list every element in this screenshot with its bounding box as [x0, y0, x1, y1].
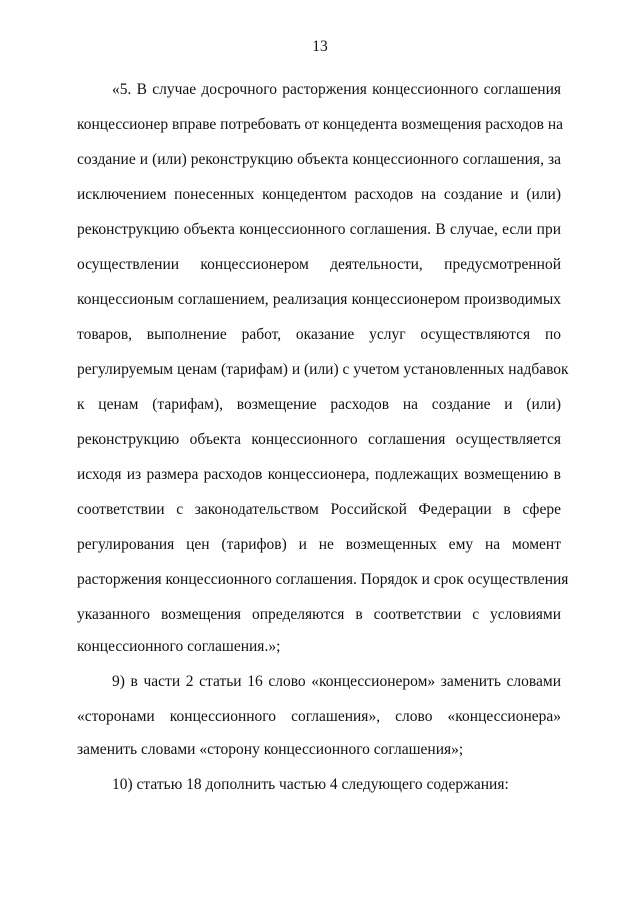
text-line: регулирования цен (тарифов) и не возмещенных ему на момент — [77, 536, 561, 553]
text-line: реконструкцию объекта концессионного соглашения осуществляется — [77, 431, 561, 448]
text-line: соответствии с законодательством Российской Федерации в сфере — [77, 501, 561, 518]
text-line: указанного возмещения определяются в соответствии с условиями — [77, 606, 561, 623]
text-line: заменить словами «сторону концессионного соглашения»; — [77, 741, 464, 758]
text-line: исключением понесенных концедентом расходов на создание и (или) — [77, 186, 561, 203]
text-line: товаров, выполнение работ, оказание услуг осуществляются по — [77, 326, 561, 343]
text-line: концессионного соглашения.»; — [77, 638, 281, 655]
text-line: 9) в части 2 статьи 16 слово «концессионером» заменить словами — [112, 673, 561, 690]
text-line: осуществлении концессионером деятельности, предусмотренной — [77, 256, 561, 273]
text-line: расторжения концессионного соглашения. Порядок и срок осуществления — [77, 571, 569, 588]
text-line: «сторонами концессионного соглашения», слово «концессионера» — [77, 708, 561, 725]
text-line: регулируемым ценам (тарифам) и (или) с учетом установленных надбавок — [77, 361, 569, 378]
text-line: исходя из размера расходов концессионера, подлежащих возмещению в — [77, 466, 561, 483]
text-line: концессионым соглашением, реализация концессионером производимых — [77, 291, 561, 308]
page-number: 13 — [312, 38, 328, 55]
text-line: к ценам (тарифам), возмещение расходов на создание и (или) — [77, 396, 561, 413]
text-line: 10) статью 18 дополнить частью 4 следующего содержания: — [112, 776, 509, 793]
text-line: создание и (или) реконструкцию объекта концессионного соглашения, за — [77, 151, 561, 168]
text-line: реконструкцию объекта концессионного соглашения. В случае, если при — [77, 221, 561, 238]
text-line: «5. В случае досрочного расторжения концессионного соглашения — [112, 81, 561, 98]
text-line: концессионер вправе потребовать от концедента возмещения расходов на — [77, 116, 564, 133]
